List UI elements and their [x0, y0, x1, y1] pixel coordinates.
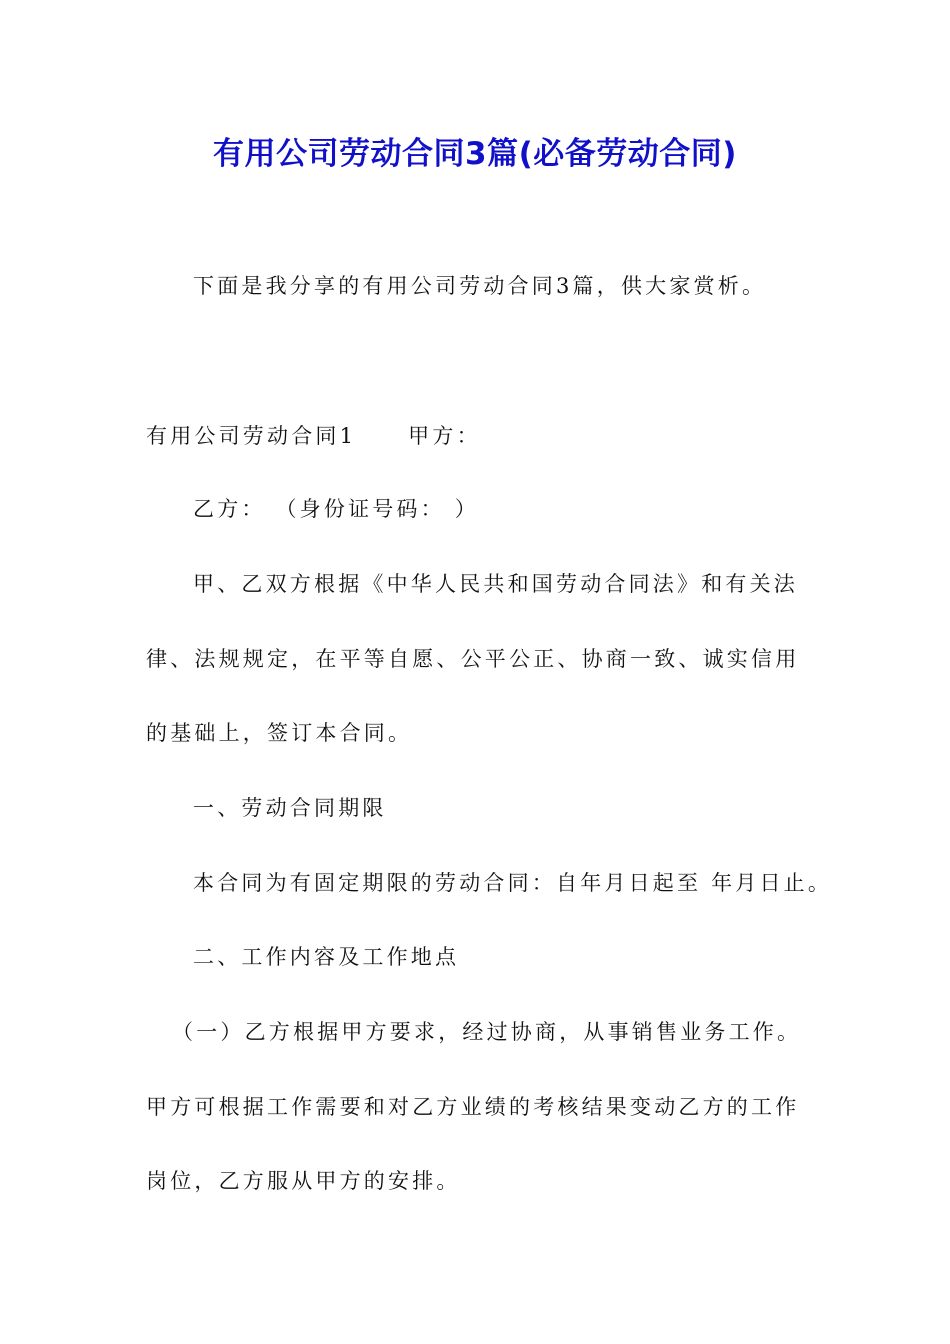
section1-text: 本合同为有固定期限的劳动合同：自年月日起至 年月日止。 — [193, 871, 833, 895]
paragraph1-line3: 的基础上，签订本合同。 — [146, 721, 413, 745]
section2-line3: 岗位，乙方服从甲方的安排。 — [146, 1169, 461, 1193]
contract-heading-line — [146, 421, 481, 451]
contract-heading: 有用公司劳动合同1 — [146, 424, 357, 448]
paragraph1-line1: 甲、乙双方根据《中华人民共和国劳动合同法》和有关法 — [193, 572, 798, 596]
section2-line2: 甲方可根据工作需要和对乙方业绩的考核结果变动乙方的工作 — [146, 1095, 800, 1119]
document-title: 有用公司劳动合同3篇(必备劳动合同) — [213, 136, 737, 172]
section1-title: 一、劳动合同期限 — [193, 796, 387, 820]
intro-paragraph: 下面是我分享的有用公司劳动合同3篇，供大家赏析。 — [193, 274, 767, 298]
section2-title: 二、工作内容及工作地点 — [193, 945, 460, 969]
party-a-label: 甲方： — [408, 424, 481, 448]
paragraph1-line2: 律、法规规定，在平等自愿、公平公正、协商一致、诚实信用 — [146, 647, 800, 671]
section2-line1: （一）乙方根据甲方要求，经过协商，从事销售业务工作。 — [172, 1020, 802, 1044]
party-b-line: 乙方： （身份证号码： ） — [193, 497, 479, 521]
